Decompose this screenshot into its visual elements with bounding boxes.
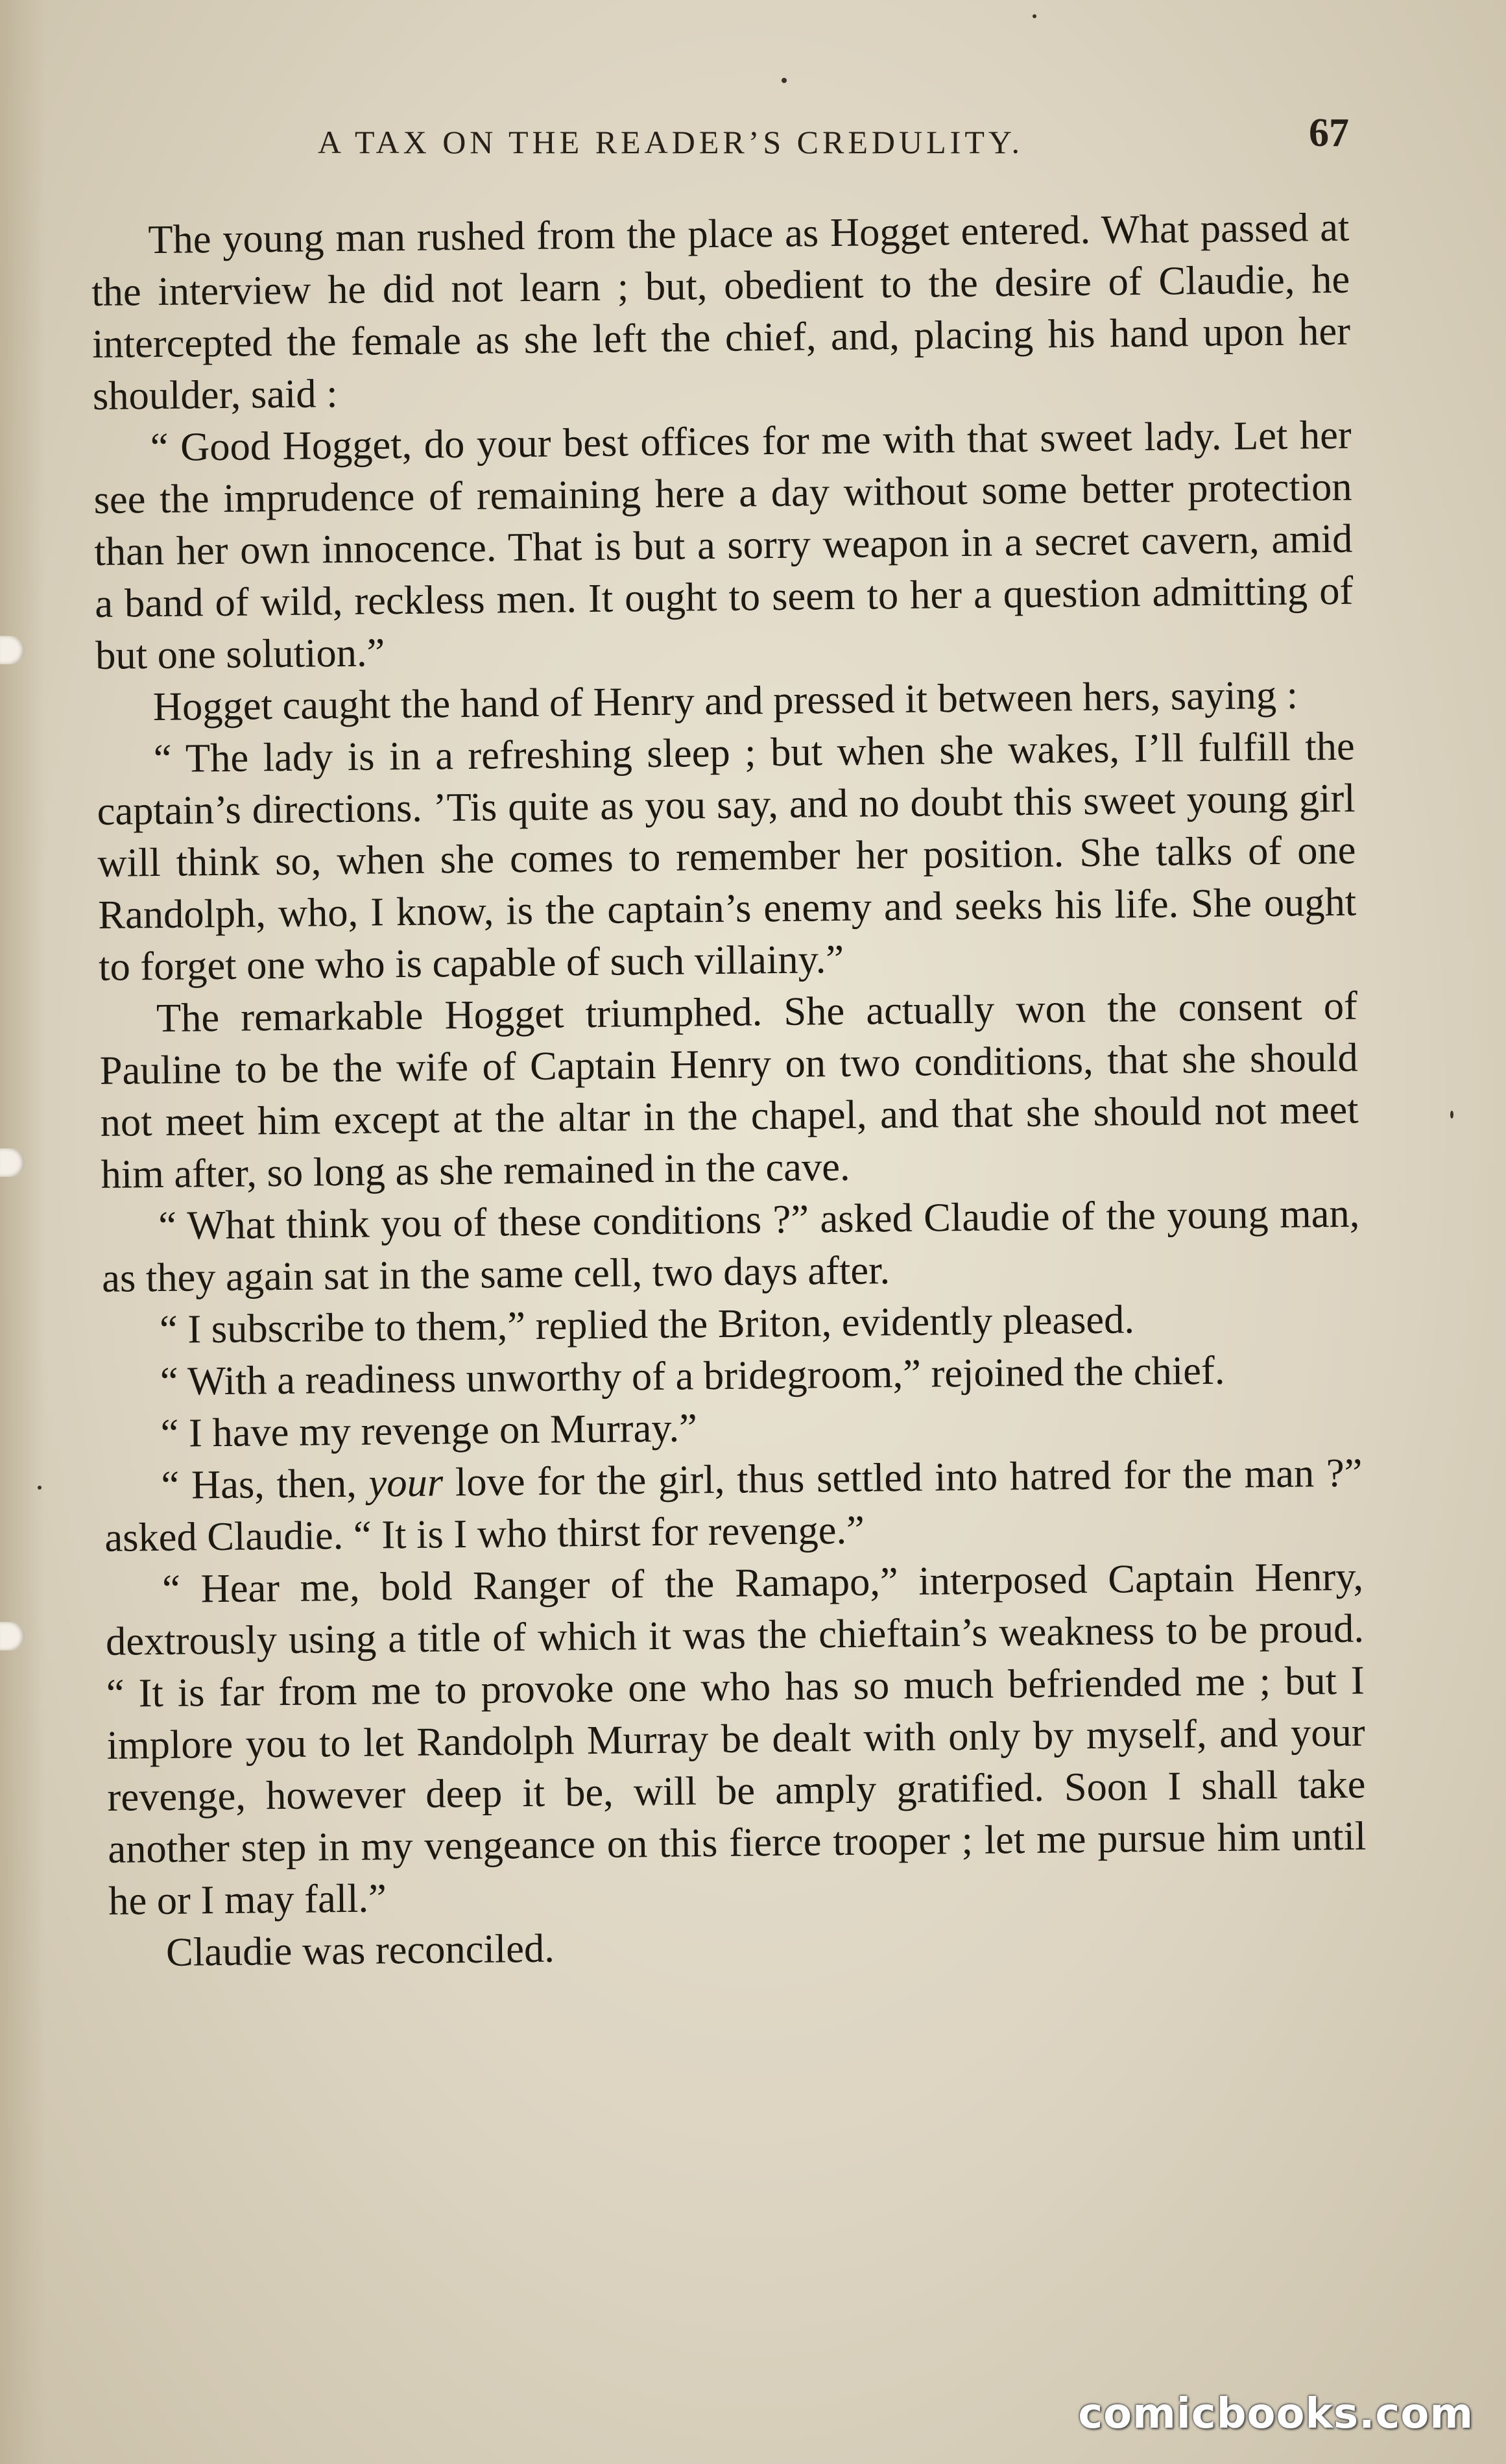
paragraph: “ What think you of these conditions ?” asked Claudie of the young man, as they again sat in the same cell, two days after. xyxy=(101,1190,1360,1301)
paper-speck xyxy=(1450,1111,1453,1118)
page-header xyxy=(91,110,1349,169)
emphasized-word: your xyxy=(368,1459,444,1506)
watermark: comicbooks.com xyxy=(1078,2390,1474,2438)
paragraph: The young man rushed from the place as Hogget entered. What passed at the interview he did not learn ; but, obedient to the desire of Claudie, he intercepted the female as she left the chief, and, placing his hand upon her shoulder, said : xyxy=(91,204,1351,418)
paragraph: “ I subscribe to them,” replied the Briton, evidently pleased. xyxy=(159,1296,1135,1352)
paragraph: “ Good Hogget, do your best offices for me with that sweet lady. Let her see the imprudence of remaining here a day without some better protection than her own innocence. That is but a sorry weapon in a secret cavern, amid a band of wild, reckless men. It ought to seem to her a question admitting of but one solution.” xyxy=(93,411,1354,678)
paragraph-text-before: “ Has, then, xyxy=(161,1460,369,1508)
body-text xyxy=(91,201,1367,1979)
paragraph: “ The lady is in a refreshing sleep ; but when she wakes, I’ll fulfill the captain’s directions. ’Tis quite as you say, and no doubt this sweet young girl will think so, when she comes to remember her position. She talks of one Randolph, who, I know, is the captain’s enemy and seeks his life. She ought to forget one who is capable of such villainy.” xyxy=(97,723,1357,989)
paper-speck xyxy=(782,78,787,83)
paragraph: The remarkable Hogget triumphed. She actually won the consent of Pauline to be the wife of Captain Henry on two conditions, that she should not meet him except at the altar in the chapel, and that she should not meet him after, so long as she remained in the cave. xyxy=(99,982,1359,1197)
paper-speck xyxy=(1033,14,1036,18)
page-number: 67 xyxy=(1309,111,1349,155)
paper-speck xyxy=(38,1486,42,1490)
paragraph: “ With a readiness unworthy of a bridegroom,” rejoined the chief. xyxy=(160,1347,1225,1404)
running-head: A TAX ON THE READER’S CREDULITY. xyxy=(318,124,1024,160)
paragraph: “ I have my revenge on Murray.” xyxy=(160,1405,698,1456)
page-gutter-shadow xyxy=(0,0,45,2464)
paragraph-text-after: love for the girl, thus settled into hatred for the man ?” asked Claudie. “ It is I who thirst for revenge.” xyxy=(104,1449,1363,1560)
paragraph: Hogget caught the hand of Henry and pressed it between hers, saying : xyxy=(152,671,1298,730)
paragraph: “ Hear me, bold Ranger of the Ramapo,” interposed Captain Henry, dextrously using a title of which it was the chieftain’s weakness to be proud. “ It is far from me to provoke one who has so much befriended me ; but I implore you to let Randolph Murray be dealt with only by myself, and your revenge, however deep it be, will be amply gratified. Soon I shall take another step in my vengeance on this fierce trooper ; let me pursue him until he or I may fall.” xyxy=(105,1553,1367,1924)
paragraph-with-emphasis xyxy=(104,1447,1363,1564)
paragraph: Claudie was reconciled. xyxy=(165,1925,555,1975)
